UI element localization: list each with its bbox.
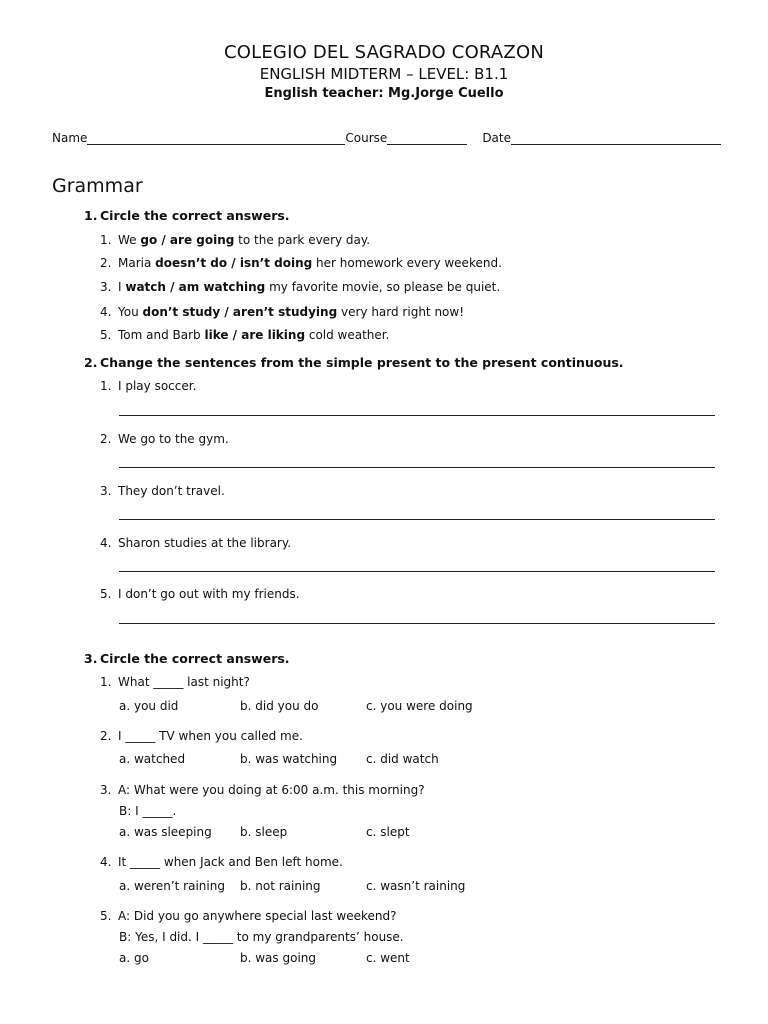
option-c[interactable]: c. wasn’t raining	[366, 879, 466, 893]
q1-choice[interactable]: like / are liking	[204, 328, 306, 342]
option-b[interactable]: b. was going	[240, 951, 316, 965]
q1-item-1: 1. We go / are going to the park every day.	[100, 233, 371, 247]
date-field[interactable]	[511, 133, 721, 145]
answer-line[interactable]	[119, 415, 715, 416]
option-c[interactable]: c. you were doing	[366, 699, 473, 713]
question-2-title: 2. Change the sentences from the simple present to the present continuous.	[84, 355, 624, 370]
answer-line[interactable]	[119, 623, 715, 624]
name-label: Name	[52, 131, 88, 145]
q1-item-5: 5. Tom and Barb like / are liking cold weather.	[100, 328, 390, 342]
q1-item-4: 4. You don’t study / aren’t studying very hard right now!	[100, 305, 465, 319]
q3-item-2: 2. I _____ TV when you called me.	[100, 729, 303, 743]
option-a[interactable]: a. go	[119, 951, 149, 965]
option-b[interactable]: b. did you do	[240, 699, 319, 713]
option-c[interactable]: c. went	[366, 951, 410, 965]
option-c[interactable]: c. did watch	[366, 752, 439, 766]
q1-choice[interactable]: don’t study / aren’t studying	[142, 305, 338, 319]
course-label: Course	[345, 131, 388, 145]
q3-item-1: 1. What _____ last night?	[100, 675, 250, 689]
q2-item-2: 2. We go to the gym.	[100, 432, 229, 446]
q1-item-3: 3. I watch / am watching my favorite movie, so please be quiet.	[100, 280, 501, 294]
section-title: Grammar	[52, 175, 143, 197]
answer-line[interactable]	[119, 571, 715, 572]
q2-item-1: 1. I play soccer.	[100, 379, 197, 393]
q2-item-5: 5. I don’t go out with my friends.	[100, 587, 300, 601]
q3-item-3-line-2: B: I _____.	[119, 804, 177, 818]
school-name: COLEGIO DEL SAGRADO CORAZON	[223, 42, 544, 63]
q1-choice[interactable]: watch / am watching	[125, 280, 266, 294]
name-field[interactable]	[87, 133, 345, 145]
option-b[interactable]: b. sleep	[240, 825, 288, 839]
option-b[interactable]: b. was watching	[240, 752, 338, 766]
option-c[interactable]: c. slept	[366, 825, 410, 839]
q1-choice[interactable]: doesn’t do / isn’t doing	[155, 256, 313, 270]
course-field[interactable]	[387, 133, 467, 145]
q2-item-4: 4. Sharon studies at the library.	[100, 536, 292, 550]
question-3-title: 3. Circle the correct answers.	[84, 651, 290, 666]
option-a[interactable]: a. watched	[119, 752, 186, 766]
q3-item-5: 5. A: Did you go anywhere special last weekend?	[100, 909, 397, 923]
answer-line[interactable]	[119, 467, 715, 468]
q3-item-4: 4. It _____ when Jack and Ben left home.	[100, 855, 343, 869]
q3-item-5-line-2: B: Yes, I did. I _____ to my grandparents’ house.	[119, 930, 404, 944]
q3-item-3: 3. A: What were you doing at 6:00 a.m. this morning?	[100, 783, 425, 797]
option-b[interactable]: b. not raining	[240, 879, 321, 893]
exam-title: ENGLISH MIDTERM – LEVEL: B1.1	[259, 65, 509, 83]
option-a[interactable]: a. weren’t raining	[119, 879, 225, 893]
question-1-title: 1. Circle the correct answers.	[84, 208, 290, 223]
q1-choice[interactable]: go / are going	[140, 233, 235, 247]
option-a[interactable]: a. you did	[119, 699, 179, 713]
teacher-name: English teacher: Mg.Jorge Cuello	[264, 86, 504, 101]
date-label: Date	[482, 131, 511, 145]
answer-line[interactable]	[119, 519, 715, 520]
option-a[interactable]: a. was sleeping	[119, 825, 212, 839]
q1-item-2: 2. Maria doesn’t do / isn’t doing her homework every weekend.	[100, 256, 502, 270]
q2-item-3: 3. They don’t travel.	[100, 484, 225, 498]
student-info-row	[52, 131, 722, 145]
